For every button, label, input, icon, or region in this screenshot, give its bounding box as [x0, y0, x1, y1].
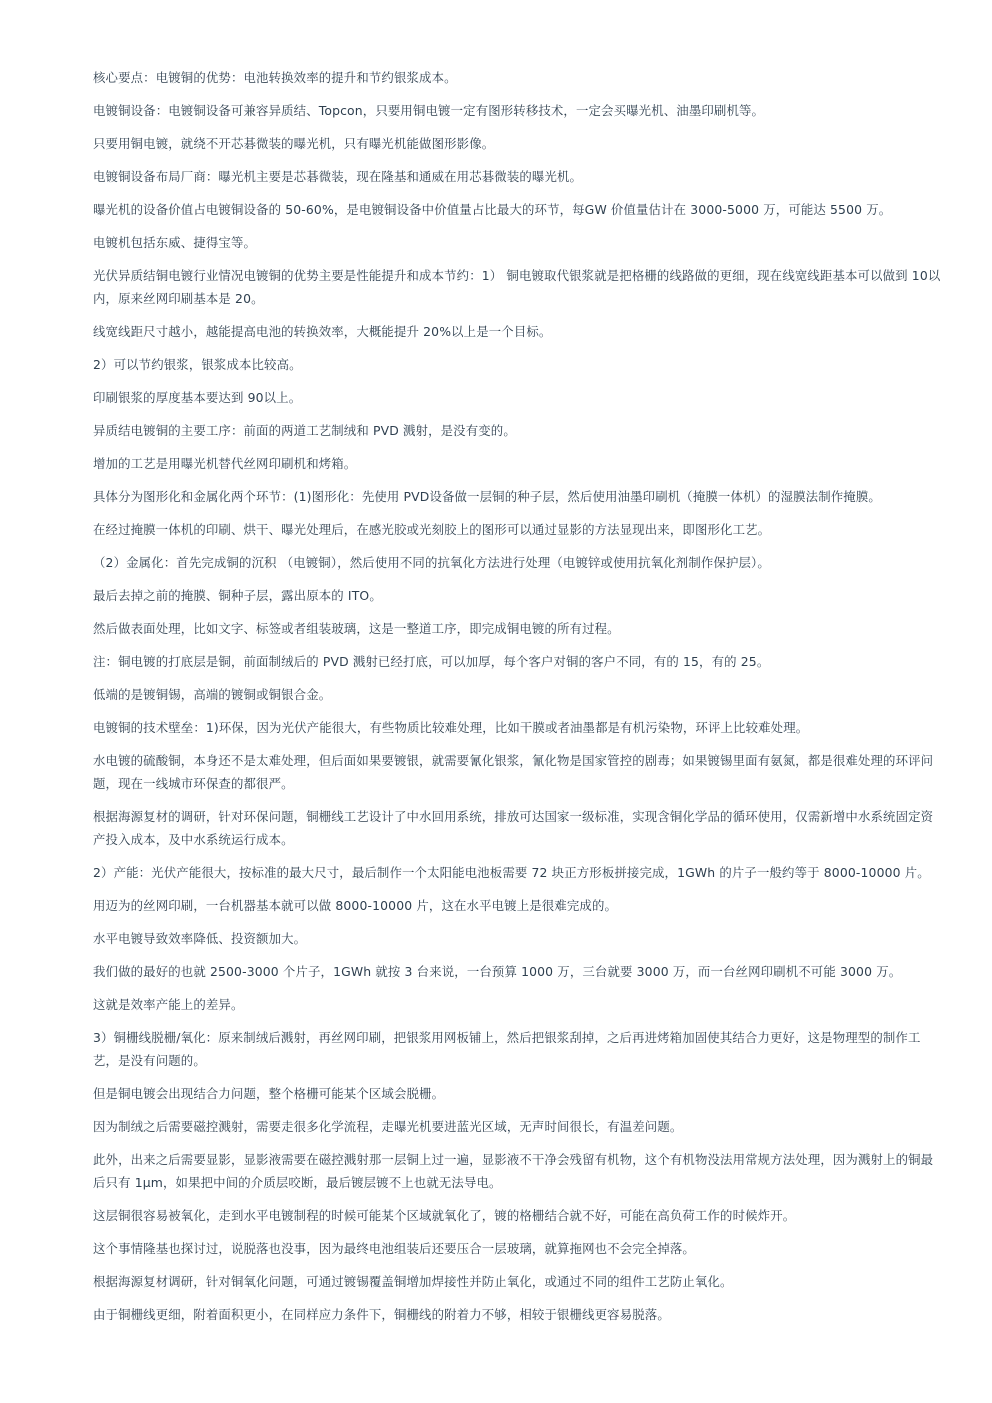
paragraph: 我们做的最好的也就 2500-3000 个片子，1GWh 就按 3 台来说，一台预算 1000 万，三台就要 3000 万，而一台丝网印刷机不可能 3000 万。: [93, 964, 902, 979]
paragraph: 2）可以节约银浆，银浆成本比较高。: [93, 357, 302, 372]
paragraph: 电镀铜设备：电镀铜设备可兼容异质结、Topcon，只要用铜电镀一定有图形转移技术，一定会买曝光机、油墨印刷机等。: [93, 103, 765, 118]
paragraph: 电镀机包括东威、捷得宝等。: [93, 235, 257, 250]
paragraph: 由于铜栅线更细，附着面积更小，在同样应力条件下，铜栅线的附着力不够，相较于银栅线更容易脱落。: [93, 1307, 670, 1322]
paragraph: 最后去掉之前的掩膜、铜种子层，露出原本的 ITO。: [93, 588, 382, 603]
paragraph: 此外，出来之后需要显影，显影液需要在磁控溅射那一层铜上过一遍，显影液不干净会残留有机物，这个有机物没法用常规方法处理，因为溅射上的铜最后只有 1μm，如果把中间的介质层咬断，最后镀层镀不上也就无法导电。: [93, 1152, 934, 1190]
paragraph: 这就是效率产能上的差异。: [93, 997, 244, 1012]
paragraph: 水电镀的硫酸铜，本身还不是太难处理，但后面如果要镀银，就需要氰化银浆，氰化物是国家管控的剧毒；如果镀锡里面有氨氮，都是很难处理的环评问题，现在一线城市环保查的都很严。: [93, 753, 934, 791]
paragraph: 这层铜很容易被氧化，走到水平电镀制程的时候可能某个区域就氧化了，镀的格栅结合就不好，可能在高负荷工作的时候炸开。: [93, 1208, 796, 1223]
paragraph: 只要用铜电镀，就绕不开芯碁微装的曝光机，只有曝光机能做图形影像。: [93, 136, 495, 151]
paragraph: 增加的工艺是用曝光机替代丝网印刷机和烤箱。: [93, 456, 357, 471]
paragraph: 然后做表面处理，比如文字、标签或者组装玻璃，这是一整道工序，即完成铜电镀的所有过程。: [93, 621, 620, 636]
paragraph: 低端的是镀铜锡，高端的镀铜或铜银合金。: [93, 687, 332, 702]
paragraph: 电镀铜的技术壁垒：1)环保，因为光伏产能很大，有些物质比较难处理，比如干膜或者油墨都是有机污染物，环评上比较难处理。: [93, 720, 809, 735]
paragraph: 印刷银浆的厚度基本要达到 90以上。: [93, 390, 302, 405]
paragraph: 根据海源复材调研，针对铜氧化问题，可通过镀锡覆盖铜增加焊接性并防止氧化，或通过不同的组件工艺防止氧化。: [93, 1274, 733, 1289]
paragraph: 因为制绒之后需要磁控溅射，需要走很多化学流程，走曝光机要进蓝光区域，无声时间很长，有温差问题。: [93, 1119, 683, 1134]
paragraph: 用迈为的丝网印刷，一台机器基本就可以做 8000-10000 片，这在水平电镀上是很难完成的。: [93, 898, 618, 913]
paragraph: 光伏异质结铜电镀行业情况电镀铜的优势主要是性能提升和成本节约：1） 铜电镀取代银浆就是把格栅的线路做的更细，现在线宽线距基本可以做到 10以内，原来丝网印刷基本是 20。: [93, 268, 941, 306]
paragraph: 2）产能：光伏产能很大，按标准的最大尺寸，最后制作一个太阳能电池板需要 72 块正方形板拼接完成，1GWh 的片子一般约等于 8000-10000 片。: [93, 865, 930, 880]
paragraph: 核心要点：电镀铜的优势：电池转换效率的提升和节约银浆成本。: [93, 70, 457, 85]
document-body: [93, 66, 943, 1336]
paragraph: 3）铜栅线脱栅/氧化：原来制绒后溅射，再丝网印刷，把银浆用网板铺上，然后把银浆刮掉，之后再进烤箱加固使其结合力更好，这是物理型的制作工艺，是没有问题的。: [93, 1030, 921, 1068]
paragraph: 曝光机的设备价值占电镀铜设备的 50-60%，是电镀铜设备中价值量占比最大的环节，每GW 价值量估计在 3000-5000 万，可能达 5500 万。: [93, 202, 892, 217]
paragraph: 这个事情隆基也探讨过，说脱落也没事，因为最终电池组装后还要压合一层玻璃，就算拖网也不会完全掉落。: [93, 1241, 695, 1256]
paragraph: 在经过掩膜一体机的印刷、烘干、曝光处理后，在感光胶或光刻胶上的图形可以通过显影的方法显现出来，即图形化工艺。: [93, 522, 771, 537]
paragraph: 注：铜电镀的打底层是铜，前面制绒后的 PVD 溅射已经打底，可以加厚，每个客户对铜的客户不同，有的 15，有的 25。: [93, 654, 770, 669]
paragraph: 电镀铜设备布局厂商：曝光机主要是芯碁微装，现在隆基和通威在用芯碁微装的曝光机。: [93, 169, 583, 184]
paragraph: 具体分为图形化和金属化两个环节：(1)图形化：先使用 PVD设备做一层铜的种子层，然后使用油墨印刷机（掩膜一体机）的湿膜法制作掩膜。: [93, 489, 881, 504]
paragraph: 水平电镀导致效率降低、投资额加大。: [93, 931, 307, 946]
paragraph: 但是铜电镀会出现结合力问题，整个格栅可能某个区域会脱栅。: [93, 1086, 445, 1101]
paragraph: 线宽线距尺寸越小，越能提高电池的转换效率，大概能提升 20%以上是一个目标。: [93, 324, 552, 339]
paragraph: （2）金属化：首先完成铜的沉积 （电镀铜），然后使用不同的抗氧化方法进行处理（电镀锌或使用抗氧化剂制作保护层）。: [93, 555, 770, 570]
paragraph: 异质结电镀铜的主要工序：前面的两道工艺制绒和 PVD 溅射，是没有变的。: [93, 423, 516, 438]
paragraph: 根据海源复材的调研，针对环保问题，铜栅线工艺设计了中水回用系统，排放可达国家一级标准，实现含铜化学品的循环使用，仅需新增中水系统固定资产投入成本，及中水系统运行成本。: [93, 809, 934, 847]
